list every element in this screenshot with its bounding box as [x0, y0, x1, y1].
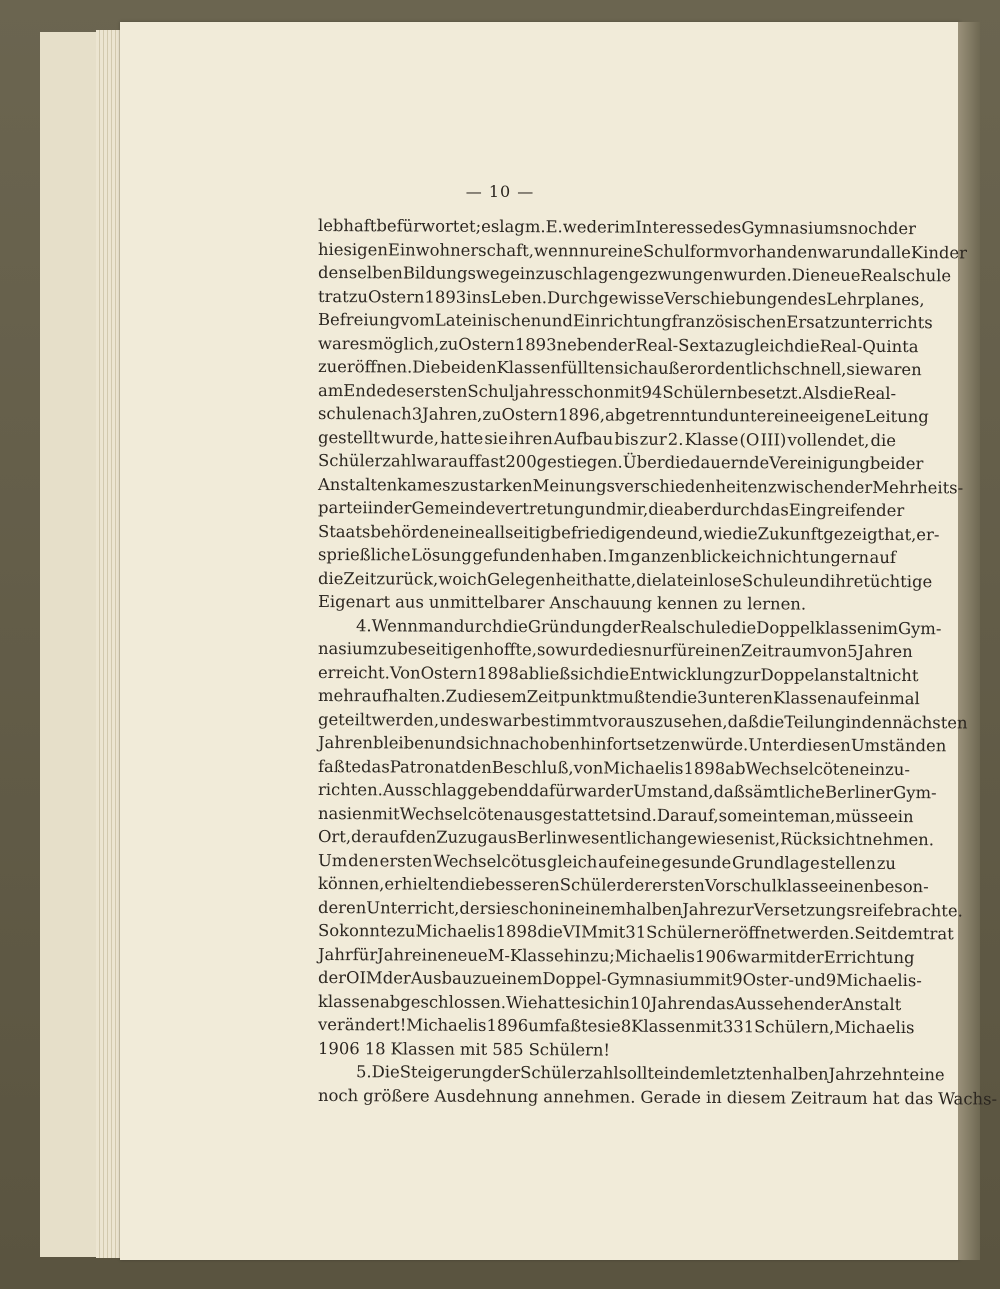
text-line: der O I M der Ausbau zu einem Doppel-Gymnasium mit 9 Oster- und 9 Michaelis- [317, 968, 922, 991]
text-line: zu eröffnen. Die beiden Klassen füllten sich außerordentlich schnell, sie waren [317, 357, 922, 380]
text-line: noch größere Ausdehnung annehmen. Gerade in diesem Zeitraum hat das Wachs- [317, 1085, 998, 1109]
text-line: mehr aufhalten. Zu diesem Zeitpunkt mußten die 3 unteren Klassen auf einmal [317, 686, 920, 709]
text-line: deren Unterricht, der sie schon in einem halben Jahre zur Versetzungsreife brachte. [317, 897, 963, 920]
text-line: sprießliche Lösung gefunden haben. Im ganzen blicke ich nicht ungern auf [317, 545, 897, 568]
text-line: am Ende des ersten Schuljahres schon mit 94 Schülern besetzt. Als die Real- [317, 380, 897, 403]
text-line: Ort, der auf den Zuzug aus Berlin wesentlich angewiesen ist, Rücksicht nehmen. [317, 827, 934, 850]
text-line: Staatsbehörden eine allseitig befriedigende und, wie die Zukunft gezeigt hat, er- [317, 521, 940, 544]
text-line: Eigenart aus unmittelbarer Anschauung kennen zu lernen. [317, 592, 807, 614]
text-line: faßte das Patronat den Beschluß, von Michaelis 1898 ab Wechselcöten einzu- [317, 756, 910, 779]
text-line: war es möglich, zu Ostern 1893 neben der Real-Sexta zugleich die Real-Quinta [317, 333, 919, 356]
text-line: verändert! Michaelis 1896 umfaßte sie 8 Klassen mit 331 Schülern, Michaelis [317, 1015, 915, 1038]
text-line: So konnte zu Michaelis 1898 die VI M mit 31 Schülern eröffnet werden. Seitdem trat [317, 921, 954, 944]
text-line: Um den ersten Wechselcötus gleich auf eine gesunde Grundlage stellen zu [317, 850, 897, 873]
text-line: nasien mit Wechselcöten ausgestattet sind. Darauf, so meinte man, müsse ein [317, 803, 914, 826]
text-line: hiesigen Einwohnerschaft, wenn nur eine Schulform vorhanden war und alle Kinder [317, 239, 968, 262]
text-line: Jahren bleiben und sich nach oben hin fortsetzen würde. Unter diesen Umständen [317, 733, 947, 756]
text-line: können, erhielten die besseren Schüler der ersten Vorschulklasse einen beson- [317, 874, 929, 897]
text-line: schule nach 3 Jahren, zu Ostern 1896, abgetrennt und unter eine eigene Leitung [317, 404, 929, 427]
text-line: klassen abgeschlossen. Wie hatte sich in 10 Jahren das Aussehen der Anstalt [317, 991, 902, 1014]
text-line: Anstalten kam es zu starken Meinungsverschiedenheiten zwischen der Mehrheits- [317, 474, 964, 497]
text-line: trat zu Ostern 1893 ins Leben. Durch gewisse Verschiebungen des Lehrplanes, [317, 286, 925, 309]
text-line: 4. Wenn man durch die Gründung der Realschule die Doppelklassen im Gym- [355, 615, 942, 638]
body-text [317, 214, 998, 1109]
text-line: lebhaft befürwortet; es lag m. E. weder im Interesse des Gymnasiums noch der [317, 216, 916, 239]
page-number: — 10 — [465, 182, 535, 201]
text-line: partei in der Gemeindevertretung und mir, die aber durch das Eingreifen der [317, 498, 905, 521]
text-line: Schülerzahl war auf fast 200 gestiegen. Über die dauernde Vereinigung beider [317, 451, 924, 474]
text-line: Befreiung vom Lateinischen und Einrichtung französischen Ersatzunterrichts [317, 310, 933, 333]
text-line: erreicht. Von Ostern 1898 ab ließ sich die Entwicklung zur Doppelanstalt nicht [317, 662, 919, 685]
text-line: Jahr für Jahr eine neue M-Klasse hinzu; Michaelis 1906 war mit der Errichtung [317, 944, 915, 967]
text-line: denselben Bildungsweg einzuschlagen gezwungen wurden. Die neue Realschule [317, 263, 952, 286]
text-line: richten. Ausschlaggebend dafür war der Umstand, daß sämtliche Berliner Gym- [317, 780, 937, 803]
text-line: die Zeit zurück, wo ich Gelegenheit hatte, die lateinlose Schule und ihre tüchtige [317, 568, 933, 591]
text-line: geteilt werden, und es war bestimmt vorauszusehen, daß die Teilung in den nächsten [317, 709, 968, 732]
text-line: nasium zu beseitigen hoffte, so wurde dies nur für einen Zeitraum von 5 Jahren [317, 639, 913, 662]
text-line: 1906 18 Klassen mit 585 Schülern! [317, 1038, 611, 1060]
text-line: gestellt wurde, hatte sie ihren Aufbau bis zur 2. Klasse (O III) vollendet, die [317, 427, 896, 450]
page-right-edge [958, 22, 980, 1260]
text-line: 5. Die Steigerung der Schülerzahl sollte in dem letzten halben Jahrzehnt eine [355, 1062, 945, 1085]
